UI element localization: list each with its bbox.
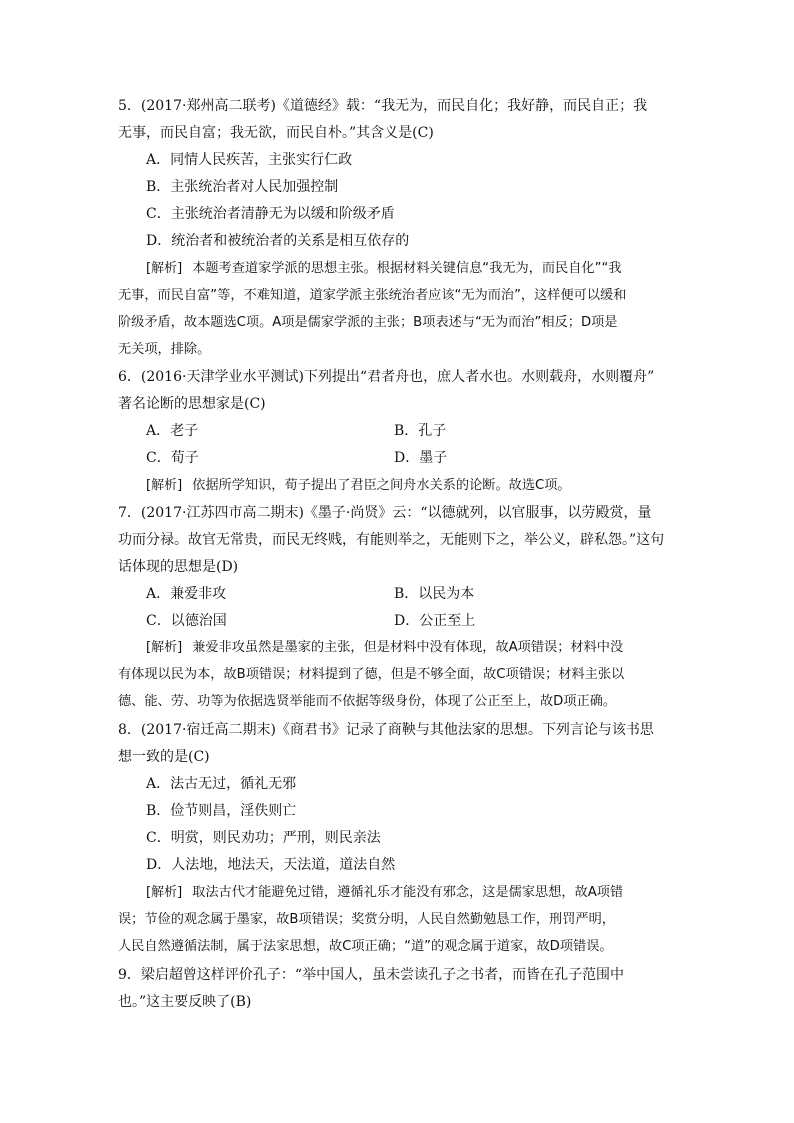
q7-analysis-line-3: 德、能、劳、功等为依据选贤举能而不依据等级身份，体现了公正至上，故D项正确。 [118, 694, 617, 709]
analysis-text: 依据所学知识，荀子提出了君臣之间舟水关系的论断。故选C项。 [192, 478, 571, 493]
q8-analysis-line-3: 人民自然遵循法制，属于法家思想，故C项正确；“道”的观念属于道家，故D项错误。 [118, 939, 613, 954]
q8-analysis-line-1 [146, 884, 623, 902]
q8-analysis-line-2: 误；节俭的观念属于墨家，故B项错误；奖赏分明，人民自然勤勉恳工作，刑罚严明， [118, 912, 615, 927]
q7-stem-line-1: 7．(2017·江苏四市高二期末)《墨子·尚贤》云：“以德就列，以官服事，以劳殿赏，量 [118, 505, 652, 521]
q6-option-d: D．墨子 [394, 450, 448, 466]
q7-analysis-line-1 [146, 639, 623, 657]
analysis-text: 本题考查道家学派的思想主张。根据材料关键信息“我无为，而民自化”“我 [192, 261, 622, 276]
q5-option-b: B．主张统治者对人民加强控制 [146, 179, 339, 195]
q5-option-c: C．主张统治者清静无为以缓和阶级矛盾 [146, 206, 395, 222]
q7-stem-line-3: 话体现的思想是(D) [118, 559, 239, 575]
q7-option-d: D．公正至上 [394, 613, 476, 629]
q5-analysis-line-4: 无关项，排除。 [118, 342, 211, 357]
q6-stem-line-1: 6．(2016·天津学业水平测试)下列提出“君者舟也，庶人者水也。水则载舟，水则覆舟” [118, 369, 655, 385]
q5-analysis-line-1 [146, 260, 621, 278]
analysis-tag: [解析] [146, 478, 183, 493]
analysis-tag: [解析] [146, 261, 183, 276]
q5-option-d: D．统治者和被统治者的关系是相互依存的 [146, 233, 410, 249]
q5-option-a: A．同情人民疾苦，主张实行仁政 [146, 152, 353, 168]
q5-stem-line-1: 5．(2017·郑州高二联考)《道德经》载：“我无为，而民自化；我好静，而民自正；我 [118, 98, 648, 114]
q8-stem-line-1: 8．(2017·宿迁高二期末)《商君书》记录了商鞅与其他法家的思想。下列言论与该书思 [118, 722, 654, 738]
q6-option-a: A．老子 [146, 423, 199, 439]
q6-option-b: B．孔子 [394, 423, 447, 439]
q7-stem-line-2: 功而分禄。故官无常贵，而民无终贱，有能则举之，无能则下之，举公义，辟私怨。”这句 [118, 532, 665, 548]
q7-option-c: C．以德治国 [146, 613, 227, 629]
q9-stem-line-2: 也。”这主要反映了(B) [118, 994, 252, 1010]
analysis-text: 取法古代才能避免过错，遵循礼乐才能没有邪念，这是儒家思想，故A项错 [192, 885, 624, 900]
q7-option-b: B．以民为本 [394, 586, 475, 602]
q8-option-c: C．明赏，则民劝功；严刑，则民亲法 [146, 830, 381, 846]
q8-option-b: B．俭节则昌，淫佚则亡 [146, 803, 297, 819]
q8-stem-line-2: 想一致的是(C) [118, 749, 210, 765]
analysis-text: 兼爱非攻虽然是墨家的主张，但是材料中没有体现，故A项错误；材料中没 [192, 640, 624, 655]
q7-option-a: A．兼爱非攻 [146, 586, 227, 602]
q7-analysis-line-2: 有体现以民为本，故B项错误；材料提到了德，但是不够全面，故C项错误；材料主张以 [118, 667, 625, 682]
q5-analysis-line-3: 阶级矛盾，故本题选C项。A项是儒家学派的主张；B项表述与“无为而治”相反；D项是 [118, 315, 618, 330]
q9-stem-line-1: 9．梁启超曾这样评价孔子：“举中国人，虽未尝读孔子之书者，而皆在孔子范围中 [118, 967, 625, 983]
analysis-tag: [解析] [146, 640, 183, 655]
analysis-tag: [解析] [146, 885, 183, 900]
q6-stem-line-2: 著名论断的思想家是(C) [118, 396, 266, 412]
q5-stem-line-2: 无事，而民自富；我无欲，而民自朴。”其含义是(C) [118, 125, 434, 141]
q6-option-c: C．荀子 [146, 450, 199, 466]
q8-option-a: A．法古无过，循礼无邪 [146, 776, 297, 792]
q6-analysis-line-1 [146, 477, 571, 495]
q5-analysis-line-2: 无事，而民自富”等，不难知道，道家学派主张统治者应该“无为而治”，这样便可以缓和 [118, 288, 627, 303]
q8-option-d: D．人法地，地法天，天法道，道法自然 [146, 857, 396, 873]
